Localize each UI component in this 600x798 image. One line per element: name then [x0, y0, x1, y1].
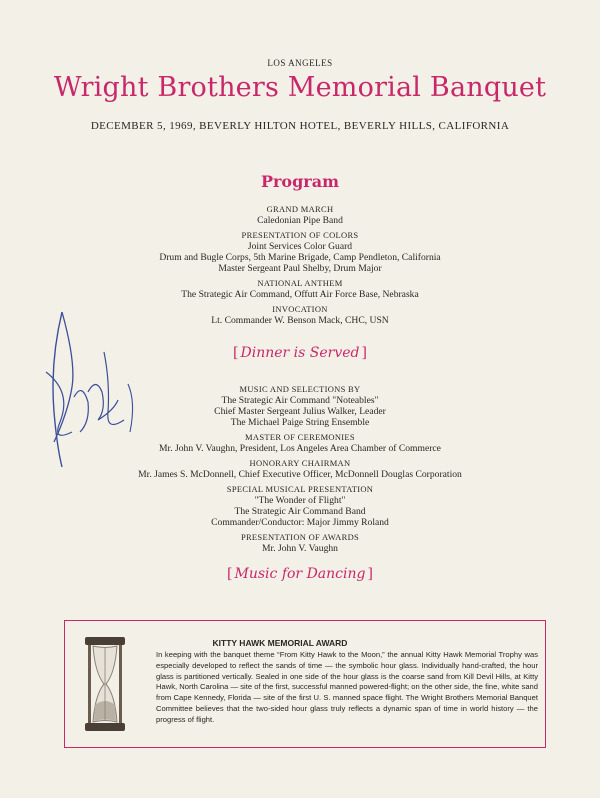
program-entry: SPECIAL MUSICAL PRESENTATION "The Wonder of Flight" The Strategic Air Command Band Commander/Conductor: Major Jimmy Roland — [211, 484, 389, 528]
dancing-banner: [ Music for Dancing ] — [227, 566, 373, 582]
award-title: KITTY HAWK MEMORIAL AWARD — [212, 638, 348, 648]
program-entry: GRAND MARCH Caledonian Pipe Band — [257, 204, 343, 226]
program-entry: PRESENTATION OF COLORS Joint Services Color Guard Drum and Bugle Corps, 5th Marine Brigade, Camp Pendleton, California Master Sergeant Paul Shelby, Drum Major — [159, 230, 441, 274]
program-entry: NATIONAL ANTHEM The Strategic Air Command, Offutt Air Force Base, Nebraska — [181, 278, 419, 300]
city-heading: LOS ANGELES — [267, 58, 333, 68]
page-title: Wright Brothers Memorial Banquet — [53, 72, 547, 103]
award-description: In keeping with the banquet theme “From Kitty Hawk to the Moon,” the annual Kitty Hawk Memorial Trophy was especially developed to reflect the sands of time — the symbolic hour glass. Individually hand-crafted, the hour glass is partitioned vertically. Sealed in one side of the hour glass is the coarse sand from Kill Devil Hills, at Kitty Hawk, North Carolina — site of the first, successful manned powered-flight; on the other side, the fine, white sand from Cape Kennedy, Florida — site of the first U. S. manned space flight. The Wright Brothers Memorial Banquet Committee believes that the two-sided hour glass truly reflects a dynamic span of time in world history — the progress of flight. — [156, 650, 538, 724]
dinner-banner: [ Dinner is Served ] — [233, 345, 367, 361]
hourglass-icon — [83, 635, 127, 733]
program-entry: MUSIC AND SELECTIONS BY The Strategic Air Command "Noteables" Chief Master Sergeant Julius Walker, Leader The Michael Paige String Ensemble — [214, 384, 386, 428]
program-entry: PRESENTATION OF AWARDS Mr. John V. Vaughn — [240, 532, 360, 554]
event-dateline: DECEMBER 5, 1969, BEVERLY HILTON HOTEL, BEVERLY HILLS, CALIFORNIA — [90, 120, 510, 132]
program-entry: MASTER OF CEREMONIES Mr. John V. Vaughn, President, Los Angeles Area Chamber of Commerce — [159, 432, 441, 454]
signature-mark — [32, 292, 142, 482]
program-heading: Program — [260, 172, 340, 191]
program-entry: HONORARY CHAIRMAN Mr. James S. McDonnell, Chief Executive Officer, McDonnell Douglas Corporation — [138, 458, 462, 480]
program-entry: INVOCATION Lt. Commander W. Benson Mack, CHC, USN — [211, 304, 389, 326]
